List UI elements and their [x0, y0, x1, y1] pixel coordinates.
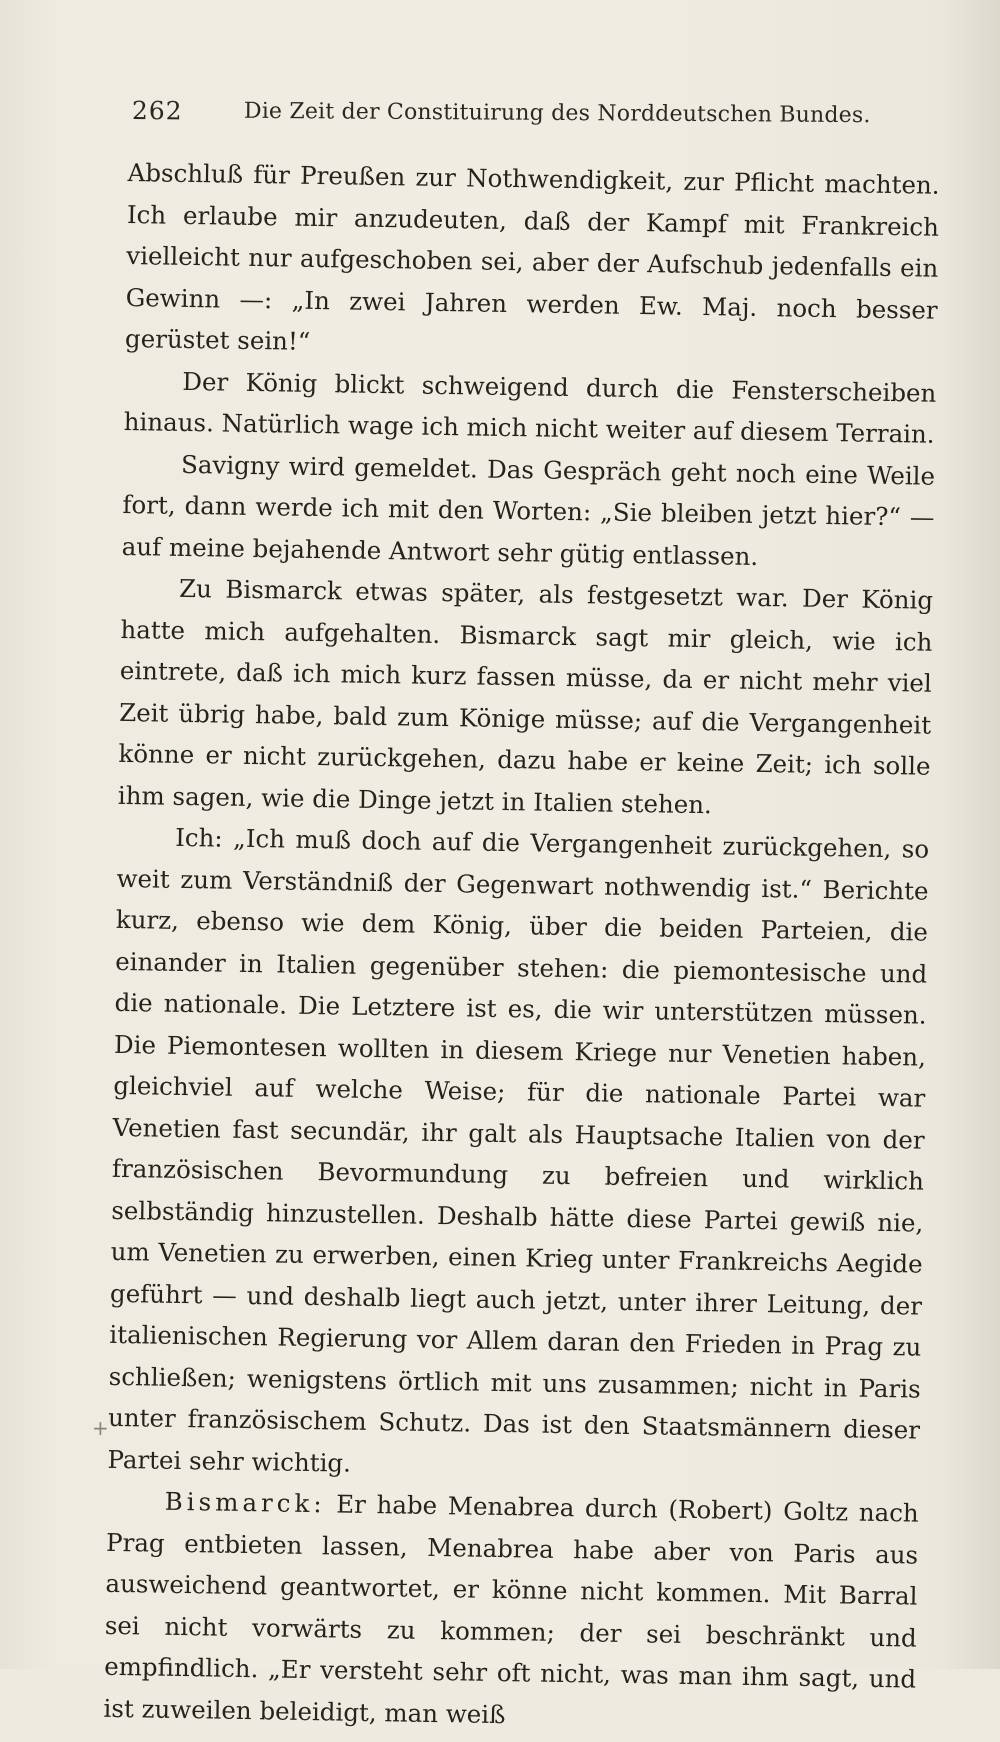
paragraph-text: Der König blickt schweigend durch die Fensterscheiben hinaus. Natürlich wage ich mich nicht weiter auf diesem Terrain. — [123, 366, 937, 449]
paragraph-4 — [118, 567, 934, 829]
paragraph-text: Abschluß für Preußen zur Nothwendigkeit, zur Pflicht machten. Ich erlaube mir anzudeuten, daß der Kampf mit Frankreich vielleicht nur aufgeschoben sei, aber der Aufschub jedenfalls ein Gewinn —: „In zwei Jahren werden Ew. Maj. noch besser gerüstet sein!“ — [124, 157, 940, 356]
body-text — [103, 152, 940, 1742]
paragraph-5 — [107, 816, 929, 1493]
paragraph-text: Savigny wird gemeldet. Das Gespräch geht noch eine Weile fort, dann werde ich mit den Worten: „Sie bleiben jetzt hier?“ — auf meine bejahende Antwort sehr gütig entlassen. — [121, 449, 936, 571]
paragraph-6 — [103, 1480, 919, 1742]
speaker-label: Bismarck: — [164, 1486, 326, 1519]
paragraph-1 — [125, 152, 940, 372]
paragraph-2 — [123, 359, 936, 455]
page-header — [132, 96, 902, 141]
paragraph-text: Ich: „Ich muß doch auf die Vergangenheit zurückgehen, so weit zum Verständniß der Gegenwart nothwendig ist.“ Berichte kurz, ebenso wie dem König, über die beiden Parteien, die einander in Italien gegenüber stehen: die piemontesische und die nationale. Die Letztere ist es, die wir unterstützen müssen. Die Piemontesen wollten in diesem Kriege nur Venetien haben, gleichviel auf welche Weise; für die nationale Partei war Venetien fast secundär, ihr galt als Hauptsache Italien von der französischen Bevormundung zu befreien und wirklich selbständig hinzustellen. Deshalb hätte diese Partei gewiß nie, um Venetien zu erwerben, einen Krieg unter Frankreichs Aegide geführt — und deshalb liegt auch jetzt, unter ihrer Leitung, der italienischen Regierung vor Allem daran den Frieden in Prag zu schließen; wenigstens örtlich mit uns zusammen; nicht in Paris unter französischem Schutz. Das ist den Staatsmännern dieser Partei sehr wichtig. — [107, 822, 930, 1478]
paragraph-text: Er habe Menabrea durch (Robert) Goltz nach Prag entbieten lassen, Menabrea habe aber von Paris aus ausweichend geantwortet, er könne nicht kommen. Mit Barral sei nicht vorwärts zu kommen; der sei beschränkt und empfindlich. „Er versteht sehr oft nicht, was man ihm sagt, und ist zuweilen beleidigt, man weiß — [103, 1489, 919, 1729]
paragraph-text: Zu Bismarck etwas später, als festgesetzt war. Der König hatte mich aufgehalten. Bismarck sagt mir gleich, wie ich eintrete, daß ich mich kurz fassen müsse, da er nicht mehr viel Zeit übrig habe, bald zum Könige müsse; auf die Vergangenheit könne er nicht zurückgehen, dazu habe er keine Zeit; ich solle ihm sagen, wie die Dinge jetzt in Italien stehen. — [117, 573, 934, 819]
page-number: 262 — [131, 96, 183, 126]
paragraph-3 — [121, 442, 935, 579]
margin-mark: + — [92, 1416, 109, 1440]
running-title: Die Zeit der Constituirung des Norddeutschen Bundes. — [243, 98, 871, 129]
